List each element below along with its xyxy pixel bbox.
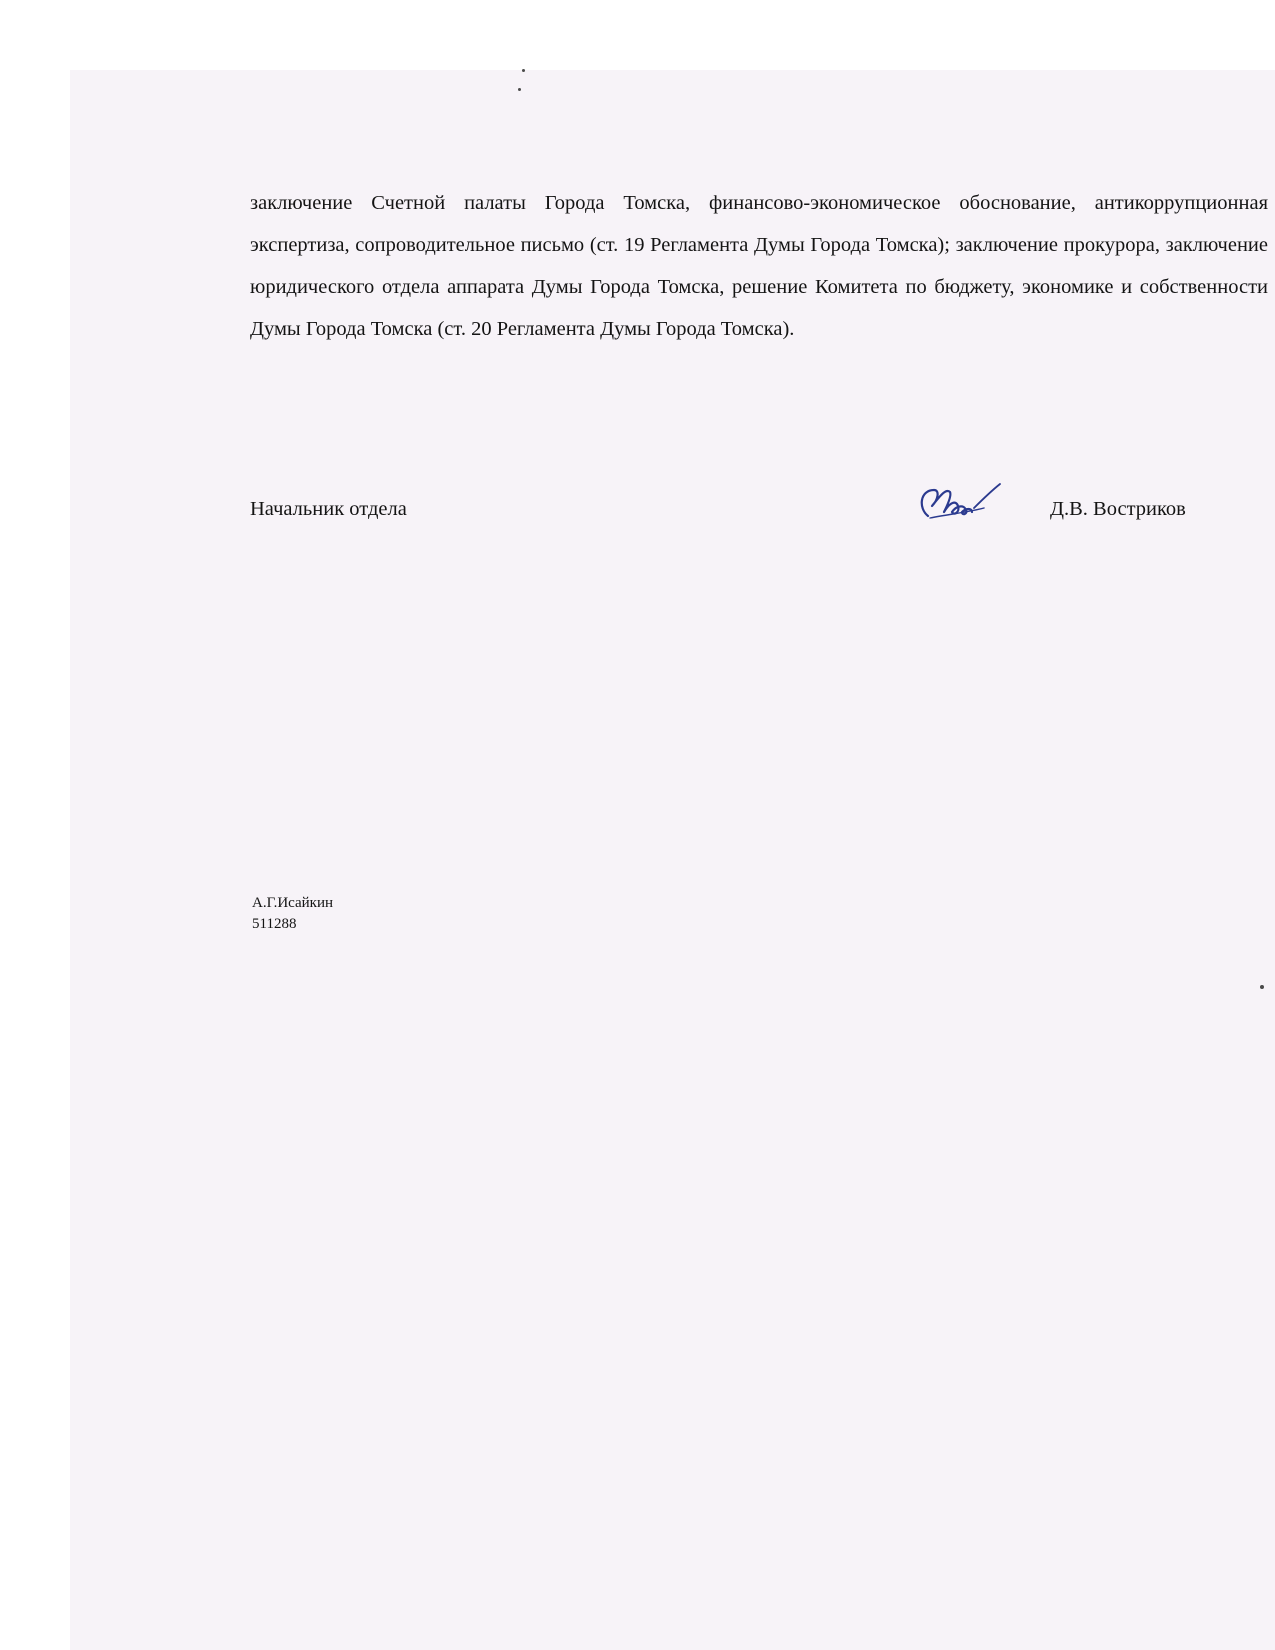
signer-name: Д.В. Востриков: [1050, 498, 1186, 520]
scan-speck: [518, 88, 521, 91]
executor-block: [252, 893, 333, 935]
position-title: Начальник отдела: [250, 498, 407, 520]
handwritten-signature: [910, 478, 1010, 528]
signature-block: [250, 498, 1270, 538]
executor-name: А.Г.Исайкин: [252, 895, 334, 911]
scan-speck: [522, 69, 525, 72]
scan-speck: [1260, 985, 1264, 989]
executor-phone: 511288: [252, 916, 297, 932]
main-paragraph: заключение Счетной палаты Города Томска, финансово-экономическое обоснование, антикоррупционная экспертиза, сопроводительное письмо (ст. 19 Регламента Думы Города Томска); заключение прокурора, заключение юридического отдела аппарата Думы Города Томска, решение Комитета по бюджету, экономике и собственности Думы Города Томска (ст. 20 Регламента Думы Города Томска).: [250, 192, 1268, 340]
